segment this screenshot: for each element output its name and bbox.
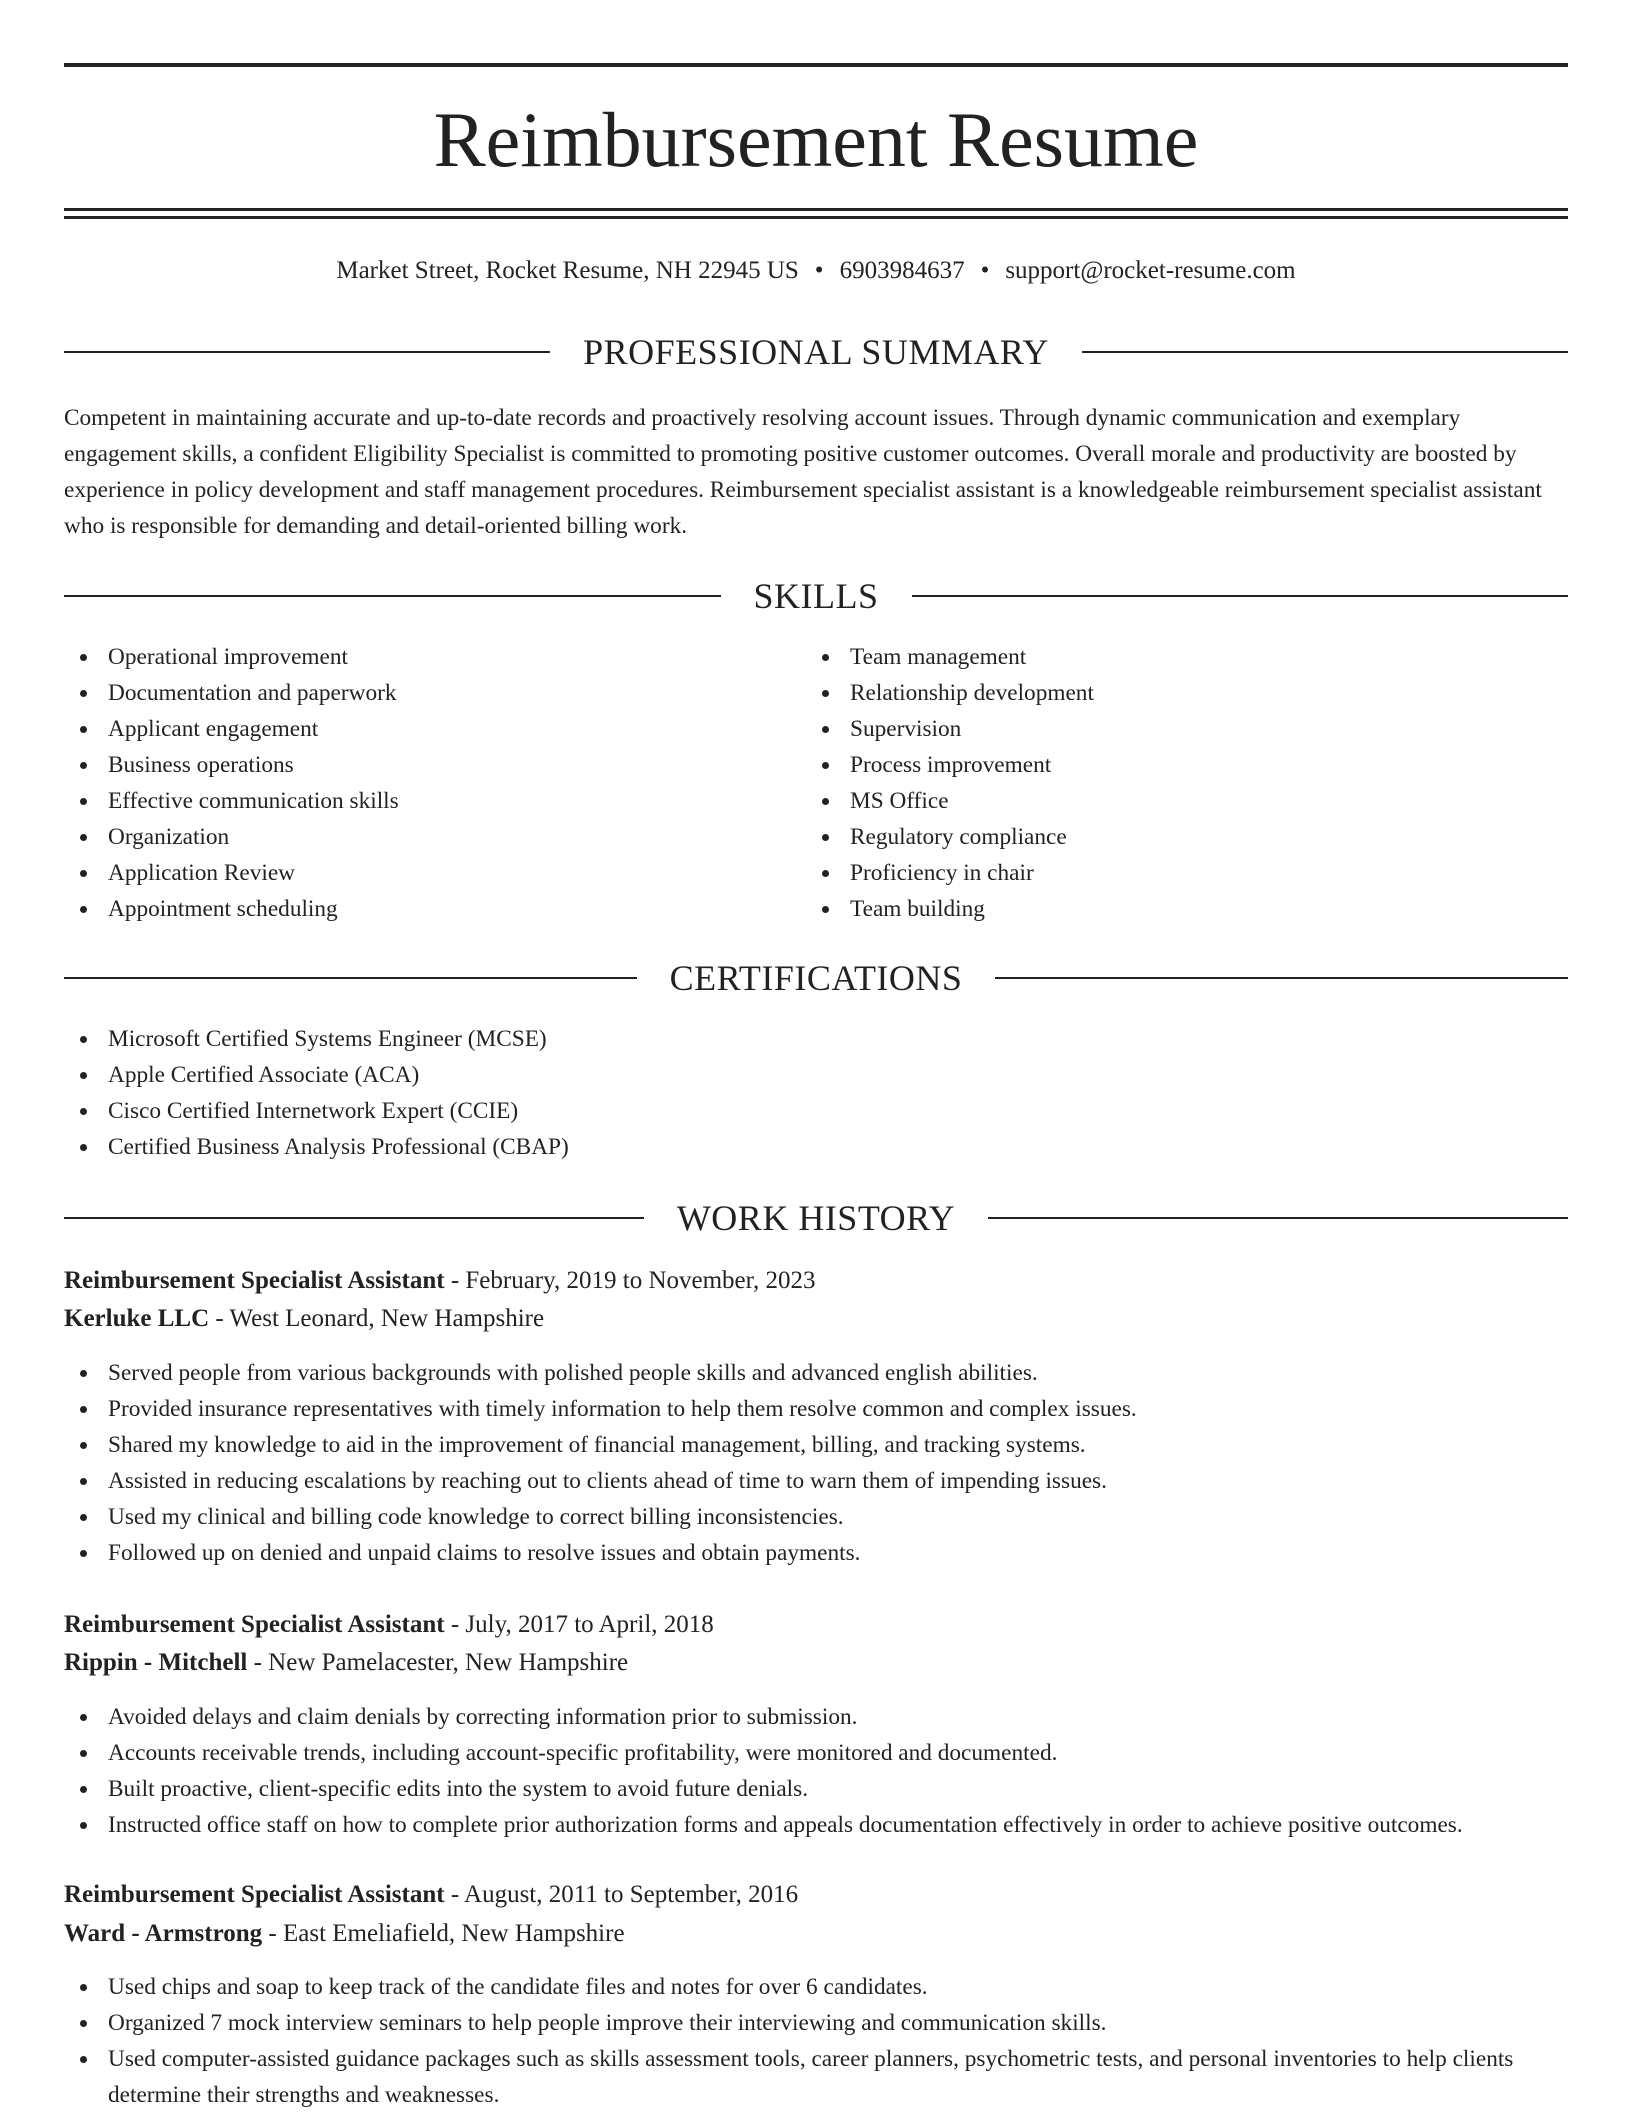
skill-item: Organization: [64, 819, 804, 855]
skill-item: Relationship development: [806, 675, 1546, 711]
job-company-line: [64, 1644, 1568, 1682]
certifications-list: [64, 1021, 1568, 1165]
job-title-line: [64, 1262, 1568, 1300]
job-bullet: Organized 7 mock interview seminars to help people improve their interviewing and communication skills.: [64, 2005, 1568, 2041]
job-bullet: Used chips and soap to keep track of the candidate files and notes for over 6 candidates.: [64, 1969, 1568, 2005]
job-bullet: Instructed office staff on how to complete prior authorization forms and appeals documentation effectively in order to achieve positive outcomes.: [64, 1807, 1568, 1843]
contact-separator: •: [980, 257, 990, 284]
job-bullet: Built proactive, client-specific edits into the system to avoid future denials.: [64, 1771, 1568, 1807]
skill-item: Documentation and paperwork: [64, 675, 804, 711]
summary-heading: [64, 329, 1568, 375]
skill-item: Operational improvement: [64, 639, 804, 675]
header-rule-lower: [64, 216, 1568, 219]
job-bullet: Used my clinical and billing code knowledge to correct billing inconsistencies.: [64, 1499, 1568, 1535]
skill-item: Effective communication skills: [64, 783, 804, 819]
job-bullet: Accounts receivable trends, including account-specific profitability, were monitored and documented.: [64, 1735, 1568, 1771]
job-dates: - July, 2017 to April, 2018: [444, 1611, 714, 1638]
job-bullet: Served people from various backgrounds with polished people skills and advanced english abilities.: [64, 1355, 1568, 1391]
certifications-heading: [64, 955, 1568, 1001]
job-title: Reimbursement Specialist Assistant: [64, 1881, 445, 1908]
job-title: Reimbursement Specialist Assistant: [64, 1267, 445, 1294]
job-location: - West Leonard, New Hampshire: [209, 1305, 545, 1332]
job-bullet: Avoided delays and claim denials by correcting information prior to submission.: [64, 1699, 1568, 1735]
skill-item: Supervision: [806, 711, 1546, 747]
heading-rule-left: [64, 595, 721, 597]
heading-rule-left: [64, 977, 637, 979]
job-bullets: [64, 1969, 1568, 2113]
job-company: Rippin - Mitchell: [64, 1649, 248, 1676]
job-title-line: [64, 1876, 1568, 1914]
skill-item: MS Office: [806, 783, 1546, 819]
job-company-line: [64, 1915, 1568, 1953]
certifications-heading-label: CERTIFICATIONS: [669, 958, 963, 998]
header-double-rule: [64, 208, 1568, 219]
contact-address: Market Street, Rocket Resume, NH 22945 US: [336, 257, 799, 284]
certification-item: Microsoft Certified Systems Engineer (MCSE): [64, 1021, 1568, 1057]
summary-text: Competent in maintaining accurate and up-to-date records and proactively resolving account issues. Through dynamic communication and exemplary engagement skills, a confident Eligibility Specialist is committed to promoting positive customer outcomes. Overall morale and productivity are boosted by experience in policy development and staff management procedures. Reimbursement specialist assistant is a knowledgeable reimbursement specialist assistant who is responsible for demanding and detail-oriented billing work.: [64, 405, 1542, 539]
certification-item: Apple Certified Associate (ACA): [64, 1057, 1568, 1093]
job-bullet: Followed up on denied and unpaid claims to resolve issues and obtain payments.: [64, 1535, 1568, 1571]
skill-item: Team building: [806, 891, 1546, 927]
skill-item: Business operations: [64, 747, 804, 783]
heading-rule-right: [988, 1217, 1568, 1219]
heading-rule-left: [64, 351, 550, 353]
job-bullet: Provided insurance representatives with timely information to help them resolve common and complex issues.: [64, 1391, 1568, 1427]
job-bullet: Shared my knowledge to aid in the improvement of financial management, billing, and tracking systems.: [64, 1427, 1568, 1463]
heading-rule-right: [912, 595, 1569, 597]
job-bullet: Assisted in reducing escalations by reaching out to clients ahead of time to warn them of impending issues.: [64, 1463, 1568, 1499]
skill-item: Process improvement: [806, 747, 1546, 783]
job-dates: - February, 2019 to November, 2023: [444, 1267, 816, 1294]
certification-item: Cisco Certified Internetwork Expert (CCIE): [64, 1093, 1568, 1129]
job-title: Reimbursement Specialist Assistant: [64, 1611, 445, 1638]
skill-item: Team management: [806, 639, 1546, 675]
job-bullets: [64, 1699, 1568, 1843]
contact-email: support@rocket-resume.com: [1005, 257, 1296, 284]
job-company-line: [64, 1300, 1568, 1338]
skill-item: Applicant engagement: [64, 711, 804, 747]
job-location: - New Pamelacester, New Hampshire: [247, 1649, 629, 1676]
certification-item: Certified Business Analysis Professional (CBAP): [64, 1129, 1568, 1165]
contact-separator: •: [814, 257, 824, 284]
work-history-heading: [64, 1195, 1568, 1241]
skills-list-right: [806, 639, 1546, 927]
contact-line: [64, 254, 1568, 288]
skills-list-left: [64, 639, 804, 927]
header-rule-upper: [64, 208, 1568, 211]
work-history-heading-label: WORK HISTORY: [676, 1198, 956, 1238]
job-dates: - August, 2011 to September, 2016: [444, 1881, 799, 1908]
skill-item: Proficiency in chair: [806, 855, 1546, 891]
skill-item: Regulatory compliance: [806, 819, 1546, 855]
heading-rule-right: [1082, 351, 1568, 353]
job-company: Kerluke LLC: [64, 1305, 210, 1332]
heading-rule-right: [995, 977, 1568, 979]
job-location: - East Emeliafield, New Hampshire: [262, 1920, 625, 1947]
heading-rule-left: [64, 1217, 644, 1219]
skill-item: Appointment scheduling: [64, 891, 804, 927]
job-bullets: [64, 1355, 1568, 1571]
job-title-line: [64, 1606, 1568, 1644]
job-company: Ward - Armstrong: [64, 1920, 263, 1947]
contact-phone: 6903984637: [839, 257, 965, 284]
summary-heading-label: PROFESSIONAL SUMMARY: [583, 332, 1049, 372]
resume-title: Reimbursement Resume: [433, 96, 1199, 183]
header-top-rule: [64, 63, 1568, 67]
skill-item: Application Review: [64, 855, 804, 891]
skills-heading: [64, 573, 1568, 619]
skills-heading-label: SKILLS: [753, 576, 879, 616]
job-bullet: Used computer-assisted guidance packages such as skills assessment tools, career planners, psychometric tests, and personal inventories to help clients determine their strengths and weaknesses.: [64, 2041, 1568, 2113]
